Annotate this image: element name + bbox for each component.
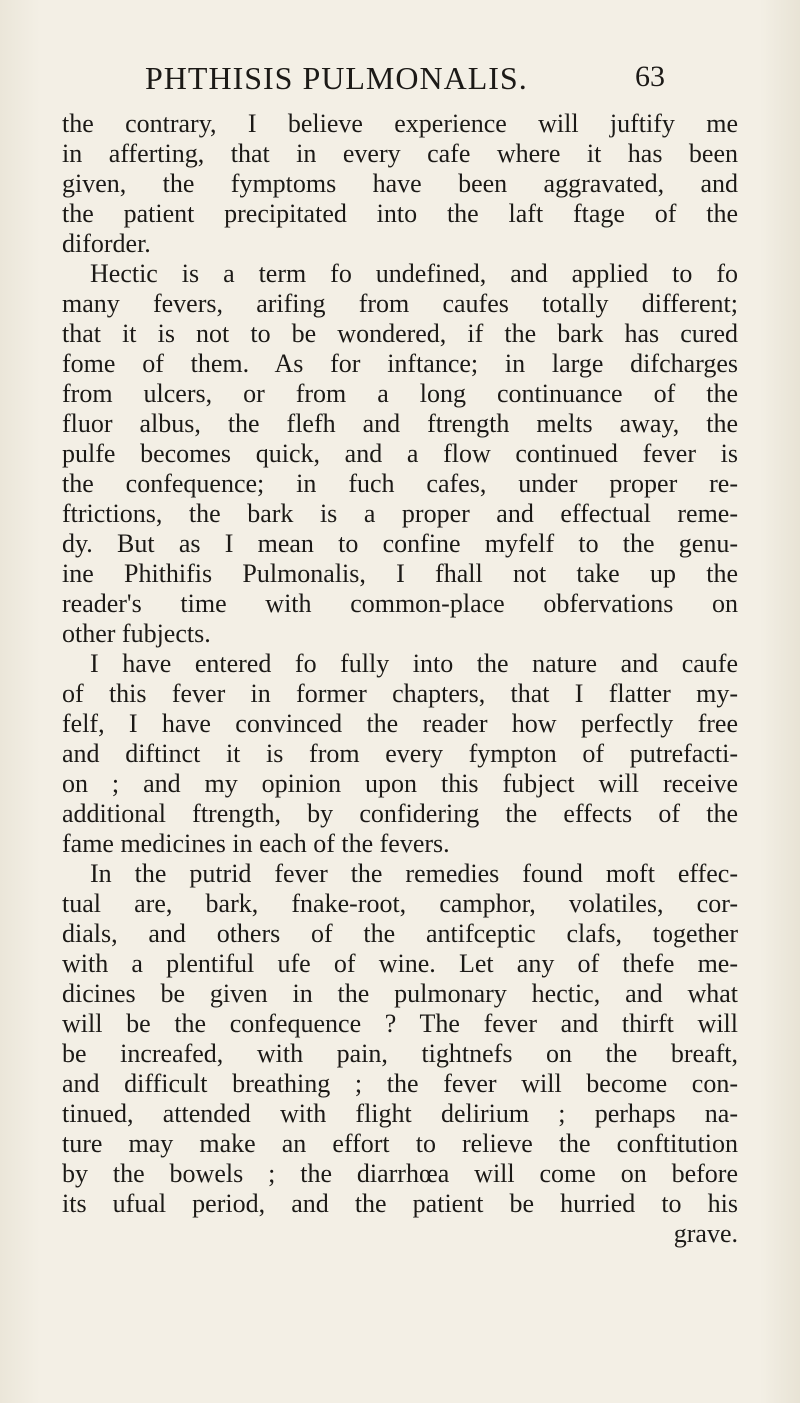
text-line: of this fever in former chapters, that I flatter my- (62, 679, 738, 708)
text-line: fome of them. As for inftance; in large difcharges (62, 349, 738, 378)
text-line: its ufual period, and the patient be hurried to his (62, 1189, 738, 1218)
text-line: I have entered fo fully into the nature and caufe (90, 649, 738, 678)
text-line: from ulcers, or from a long continuance of the (62, 379, 738, 408)
text-line: the contrary, I believe experience will juftify me (62, 109, 738, 138)
text-line: felf, I have convinced the reader how perfectly free (62, 709, 738, 738)
text-line: ture may make an effort to relieve the conftitution (62, 1129, 738, 1158)
text-line: pulfe becomes quick, and a flow continued fever is (62, 439, 738, 468)
running-header (145, 60, 665, 104)
text-line: dy. But as I mean to confine myfelf to the genu- (62, 529, 738, 558)
text-line: Hectic is a term fo undefined, and applied to fo (90, 259, 738, 288)
text-line: given, the fymptoms have been aggravated, and (62, 169, 738, 198)
text-line: by the bowels ; the diarrhœa will come on before (62, 1159, 738, 1188)
text-line: In the putrid fever the remedies found moft effec- (90, 859, 738, 888)
text-line: dicines be given in the pulmonary hectic, and what (62, 979, 738, 1008)
text-line: fluor albus, the flefh and ftrength melts away, the (62, 409, 738, 438)
text-line: additional ftrength, by confidering the effects of the (62, 799, 738, 828)
text-line: and difficult breathing ; the fever will become con- (62, 1069, 738, 1098)
text-line: with a plentiful ufe of wine. Let any of thefe me- (62, 949, 738, 978)
text-line: ine Phithifis Pulmonalis, I fhall not take up the (62, 559, 738, 588)
text-line: grave. (673, 1219, 738, 1248)
text-line: will be the confequence ? The fever and thirft will (62, 1009, 738, 1038)
text-line: the patient precipitated into the laft ftage of the (62, 199, 738, 228)
text-line: tual are, bark, fnake-root, camphor, volatiles, cor- (62, 889, 738, 918)
text-line: reader's time with common-place obfervations on (62, 589, 738, 618)
running-title: PHTHISIS PULMONALIS. (145, 60, 528, 96)
text-line: be increafed, with pain, tightnefs on the breaft, (62, 1039, 738, 1068)
text-line: many fevers, arifing from caufes totally different; (62, 289, 738, 318)
text-line: diforder. (62, 229, 151, 258)
text-line: in afferting, that in every cafe where it has been (62, 139, 738, 168)
text-line: tinued, attended with flight delirium ; perhaps na- (62, 1099, 738, 1128)
text-line: that it is not to be wondered, if the bark has cured (62, 319, 738, 348)
text-line: the confequence; in fuch cafes, under proper re- (62, 469, 738, 498)
text-line: fame medicines in each of the fevers. (62, 829, 450, 858)
text-line: ftrictions, the bark is a proper and effectual reme- (62, 499, 738, 528)
text-line: on ; and my opinion upon this fubject will receive (62, 769, 738, 798)
page-number: 63 (635, 60, 665, 93)
text-line: other fubjects. (62, 619, 211, 648)
text-line: and diftinct it is from every fympton of putrefacti- (62, 739, 738, 768)
text-line: dials, and others of the antifceptic clafs, together (62, 919, 738, 948)
